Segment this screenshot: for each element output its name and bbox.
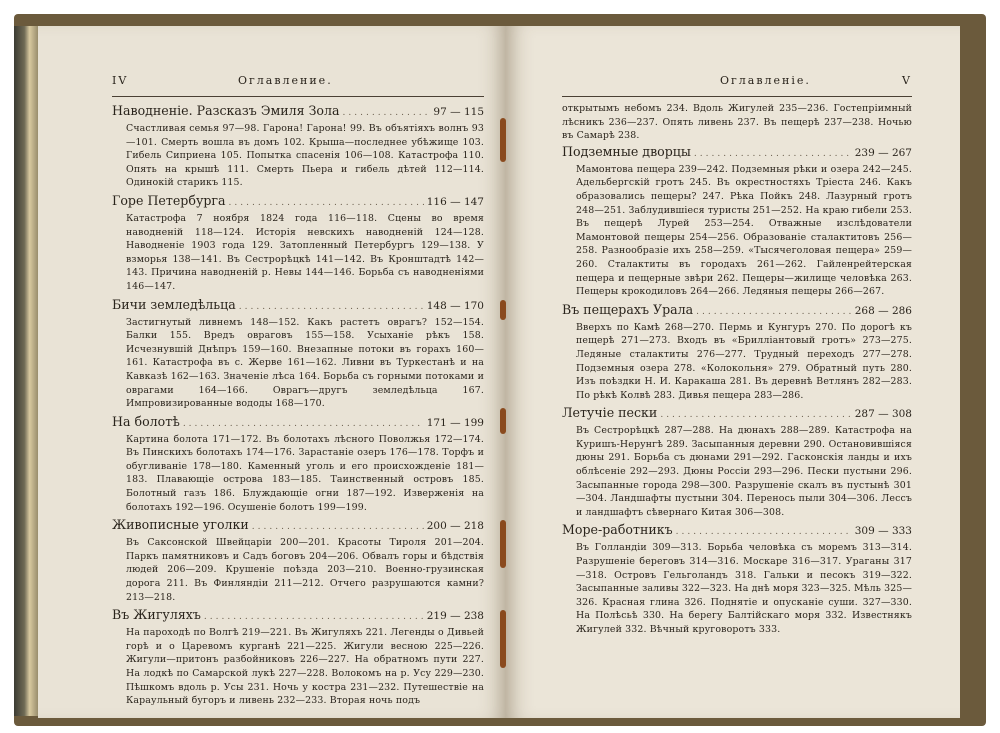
right-page-number: V xyxy=(902,74,912,87)
toc-entry xyxy=(112,192,484,294)
toc-entry-pages: 200 — 218 xyxy=(426,520,484,533)
left-page-number: IV xyxy=(112,74,129,87)
toc-entry-title: Наводненіе. Разсказъ Эмиля Зола xyxy=(112,103,340,118)
toc-entry-description: Въ Сестрорѣцкѣ 287—288. На дюнахъ 288—289. Катастрофа на Куришъ-Нерунгѣ 289. Засыпанныя деревни 290. Остановившіяся дюны 291. Борьба съ дюнами 291—292. Гасконскія ланды и ихъ облѣсеніе 292—293. Дюны Россіи 293—296. Пески пустыни 296. Засыпанные города 298—300. Разрушеніе скалъ въ пустынѣ 301—304. Ландшафты пустыни 304. Перенось пыли 304—306. Лессъ и ландшафтъ сѣвернаго Китая 306—308. xyxy=(576,425,912,518)
right-toc-list xyxy=(562,102,912,639)
toc-entry xyxy=(112,606,484,708)
toc-entry-title: Бичи земледѣльца xyxy=(112,296,236,312)
toc-entry-title: Живописные уголки xyxy=(112,517,249,533)
toc-entry-description: Вверхъ по Камѣ 268—270. Пермь и Кунгуръ 270. По дорогѣ къ пещерѣ 271—273. Входъ въ «Бриллiантовый гротъ» 273—275. Ледяные сталактиты 276—277. Трудный переходъ 277—278. Подземныя озера 278. «Колокольня» 279. Обратный путь 280. Изъ поѣздки Н. И. Каракаша 281. Въ деревнѣ Ветлянъ 282—283. По рѣкѣ Колвѣ 283. Дивья пещера 283—286. xyxy=(576,321,912,401)
right-page-header: Оглавленіе. xyxy=(720,74,811,87)
toc-entry-title: Горе Петербурга xyxy=(112,192,226,208)
toc-entry-description: Въ Голландіи 309—313. Борьба человѣка съ моремъ 313—314. Разрушеніе береговъ 314—316. Москаре 316—317. Ураганы 317—318. Островъ Гельголандъ 318. Гальки и песокъ 319—322. Засыпанные заливы 322—323. На днѣ моря 323—325. Мѣль 325—326. Красная глина 326. Поднятіе и опусканіе суши. 327—330. На Полѣсьѣ 330. На берегу Балтійскаго моря 332. Известнякъ Жигулей 332. Вѣчный круговоротъ 333. xyxy=(576,542,912,635)
toc-entry-pages: 116 — 147 xyxy=(426,195,484,208)
toc-entry-description: Катастрофа 7 ноября 1824 года 116—118. Сцены во время наводненій 118—124. Исторія невскихъ наводненій 124—128. Наводненіе 1903 года 129. Затопленный Петербургъ 129—138. У взморья 138—141. Въ Сестрорѣцкѣ 141—142. Въ Кронштадтѣ 142—143. Причина наводненій р. Невы 144—146. Борьба съ наводненіями 146—147. xyxy=(126,212,484,292)
toc-entry-title: На болотѣ xyxy=(112,413,180,429)
left-page xyxy=(38,26,506,718)
toc-entry xyxy=(562,143,912,299)
right-page xyxy=(506,26,960,718)
toc-entry xyxy=(112,296,484,411)
toc-entry-pages: 148 — 170 xyxy=(426,299,484,312)
toc-entry-pages: 239 — 267 xyxy=(854,146,912,159)
toc-entry-title: Подземные дворцы xyxy=(562,143,691,159)
toc-entry xyxy=(112,516,484,604)
toc-entry-pages: 287 — 308 xyxy=(854,408,912,421)
toc-entry-title: Летучіе пески xyxy=(562,405,658,421)
toc-entry-description: На пароходѣ по Волгѣ 219—221. Въ Жигуляхъ 221. Легенды о Дивьей горѣ и о Царевомъ курганѣ 221—225. Жигули весною 225—226. Жигули—притонъ разбойниковъ 226—227. На обратномъ пути 227. На лодкѣ по Самарской лукѣ 227—228. Волокомъ на р. Усу 229—230. Пѣшкомъ вдоль р. Усы 231. Ночь у костра 231—232. Путешествіе на Караульный бугоръ и ливень 232—233. Вторая ночь подъ xyxy=(126,627,484,707)
toc-entry xyxy=(562,301,912,403)
toc-entry-title: Въ Жигуляхъ xyxy=(112,607,201,623)
toc-entry-pages: 97 — 115 xyxy=(433,106,484,118)
toc-entry-title: Море-работникъ xyxy=(562,522,673,538)
toc-continuation-text: открытымъ небомъ 234. Вдоль Жигулей 235—236. Гостепріимный лѣсникъ 236—237. Опять ливень 237. Въ пещерѣ 237—238. Ночью въ Самарѣ 238. xyxy=(562,103,912,142)
right-header-rule xyxy=(562,96,912,97)
left-page-header: Оглавление. xyxy=(238,74,333,87)
toc-entry xyxy=(562,404,912,519)
left-header-rule xyxy=(112,96,484,97)
toc-entry-title: Въ пещерахъ Урала xyxy=(562,301,694,317)
toc-entry-description: Картина болота 171—172. Въ болотахъ лѣсного Поволжья 172—174. Въ Пинскихъ болотахъ 174—176. Зарастаніе озеръ 176—178. Торфъ и обугливаніе 178—180. Каменный уголь и его происхожденіе 181—183. Плавающіе острова 183—185. Таинственный островъ 185. Болотный газъ 186. Блуждающіе огни 187—192. Изверженія на болотахъ 192—196. Осушеніе болотъ 199—199. xyxy=(126,433,484,513)
toc-entry-pages: 309 — 333 xyxy=(854,525,912,538)
toc-entry-pages: 219 — 238 xyxy=(426,610,484,623)
left-toc-list xyxy=(112,102,484,710)
toc-entry xyxy=(112,102,484,190)
toc-entry-description: Въ Саксонской Швейцаріи 200—201. Красоты Тироля 201—204. Паркъ памятниковъ и Садъ боговъ 204—206. Обвалъ горы и бѣдствія людей 206—209. Крушеніе поѣзда 203—210. Военно-грузинская дорога 211. Въ Финляндіи 211—212. Отчего разрушаются камни? 213—218. xyxy=(126,537,484,603)
toc-entry-description: Счастливая семья 97—98. Гарона! Гарона! 99. Въ объятіяхъ волнъ 93—101. Смерть вошла въ домъ 102. Крыша—последнее убѣжище 103. Гибель Сиприена 105. Попытка спасенія 106—108. Катастрофа 110. Опять на крышѣ 111. Смерть Пьера и гибель дѣтей 112—114. Одинокій старикъ 115. xyxy=(126,123,484,189)
toc-entry-description: Мамонтова пещера 239—242. Подземныя рѣки и озера 242—245. Адельбергскій гротъ 245. Въ окрестностяхъ Тріеста 246. Какъ образовались пещеры? 247. Рѣка Пойкъ 248. Лазурный гротъ 248—251. Заблудившіеся туристы 251—252. На краю гибели 253. Въ пещерѣ Лурей 253—254. Отважные изслѣдователи Мамонтовой пещеры 254—256. Образованіе сталактитовъ 256—258. Разнообразіе ихъ 258—259. «Тысячеголовая пещера» 259—260. Сталактиты въ городахъ 261—262. Гайленрейтерская пещера и пещерные звѣри 262. Пещеры—жилище человѣка 263. Пещеры крокодиловъ 264—266. Ледяныя пещеры 266—267. xyxy=(576,163,912,298)
toc-entry xyxy=(112,413,484,515)
toc-entry-pages: 268 — 286 xyxy=(854,304,912,317)
toc-entry-pages: 171 — 199 xyxy=(426,416,484,429)
toc-entry xyxy=(562,521,912,636)
toc-entry-description: Застигнутый ливнемъ 148—152. Какъ растетъ оврагъ? 152—154. Балки 155. Вредъ овраговъ 155—158. Усыханіе рѣкъ 158. Исчезнувшій Днѣпръ 159—160. Внезапные потоки въ горахъ 160—161. Катастрофа въ с. Жерве 161—162. Ливни въ Туркестанѣ и на Кавказѣ 162—163. Значеніе лѣса 164. Борьба съ горными потоками и оврагами 164—166. Оврагъ—другъ земледѣльца 167. Импровизированные вододы 168—170. xyxy=(126,316,484,410)
book-spine-edge xyxy=(14,26,40,716)
